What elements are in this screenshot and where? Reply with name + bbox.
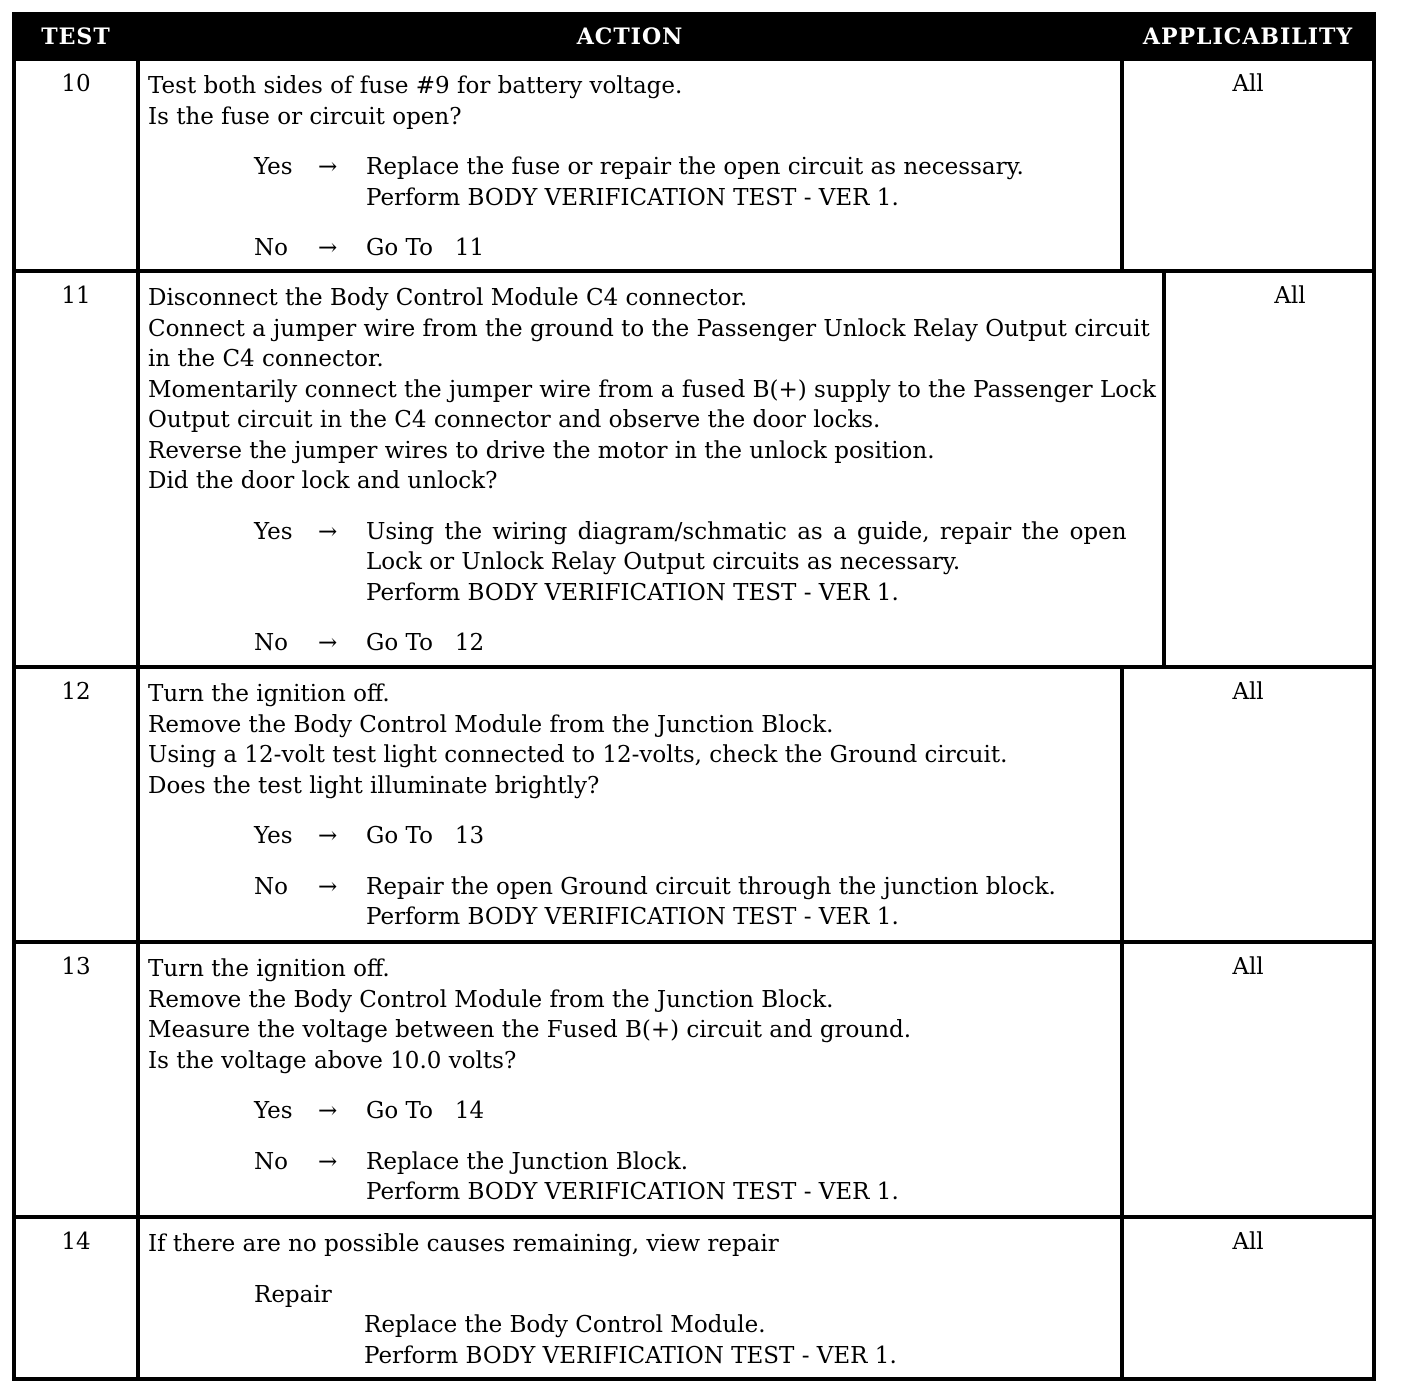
no-option	[148, 628, 1156, 659]
yes-label: Yes	[254, 823, 293, 849]
question-line: Momentarily connect the jumper wire from a fused B(+) supply to the Passenger Lock	[148, 376, 1156, 403]
table-row	[16, 940, 1372, 1215]
yes-option	[148, 1096, 1114, 1127]
question-line: Does the test light illuminate brightly?	[148, 772, 600, 799]
diagnostic-table	[12, 12, 1376, 1381]
yes-option	[148, 517, 1156, 609]
header-test: TEST	[41, 23, 111, 50]
action-cell	[140, 61, 1120, 269]
repair-line: Perform BODY VERIFICATION TEST - VER 1.	[364, 1342, 897, 1369]
no-label: No	[254, 630, 288, 656]
table-header	[16, 16, 1372, 57]
question-line: Remove the Body Control Module from the Junction Block.	[148, 986, 834, 1013]
yes-result-line: Replace the fuse or repair the open circuit as necessary.	[366, 154, 1024, 180]
no-option	[148, 233, 1114, 264]
table-row	[16, 269, 1372, 665]
test-number: 10	[16, 61, 140, 269]
question-line: Remove the Body Control Module from the Junction Block.	[148, 711, 834, 738]
test-number: 11	[16, 273, 140, 665]
arrow-right-icon: →	[318, 235, 338, 261]
no-result-line: Perform BODY VERIFICATION TEST - VER 1.	[366, 904, 899, 930]
question-line: Connect a jumper wire from the ground to the Passenger Unlock Relay Output circuit	[148, 315, 1150, 342]
action-cell	[140, 944, 1120, 1215]
applicability-cell: All	[1162, 273, 1408, 665]
table-row	[16, 57, 1372, 269]
question-line: Reverse the jumper wires to drive the motor in the unlock position.	[148, 437, 935, 464]
no-label: No	[254, 1148, 288, 1175]
header-action: ACTION	[576, 23, 684, 50]
action-cell	[140, 669, 1120, 940]
arrow-right-icon: →	[318, 823, 338, 849]
arrow-right-icon: →	[318, 1098, 338, 1124]
arrow-right-icon: →	[318, 518, 338, 545]
question-line: Output circuit in the C4 connector and observe the door locks.	[148, 407, 881, 433]
yes-result-line: Go To 14	[366, 1098, 485, 1124]
yes-option	[148, 821, 1114, 852]
question-line: Turn the ignition off.	[148, 681, 390, 707]
question-line: Did the door lock and unlock?	[148, 468, 498, 494]
no-result-line: Repair the open Ground circuit through the junction block.	[366, 873, 1056, 900]
arrow-right-icon: →	[318, 630, 338, 656]
repair-label: Repair	[254, 1281, 332, 1308]
question-line: Is the voltage above 10.0 volts?	[148, 1047, 517, 1074]
yes-result-line: Go To 13	[366, 823, 485, 849]
no-result-line: Go To 11	[366, 235, 485, 261]
arrow-right-icon: →	[318, 154, 338, 180]
question-line: Disconnect the Body Control Module C4 connector.	[148, 285, 748, 311]
yes-option	[148, 152, 1114, 213]
applicability-cell: All	[1120, 669, 1372, 940]
question-line: Using a 12-volt test light connected to 12-volts, check the Ground circuit.	[148, 742, 1008, 768]
arrow-right-icon: →	[318, 873, 338, 900]
question-line: Is the fuse or circuit open?	[148, 103, 462, 130]
applicability-cell: All	[1120, 61, 1372, 269]
no-result-line: Perform BODY VERIFICATION TEST - VER 1.	[366, 1179, 899, 1205]
arrow-right-icon: →	[318, 1148, 338, 1175]
yes-result-line: Perform BODY VERIFICATION TEST - VER 1.	[366, 184, 899, 211]
question-line: Measure the voltage between the Fused B(+) circuit and ground.	[148, 1017, 912, 1043]
yes-label: Yes	[254, 518, 293, 545]
no-option	[148, 1147, 1114, 1208]
test-number: 13	[16, 944, 140, 1215]
repair-line: Replace the Body Control Module.	[364, 1312, 766, 1338]
table-row	[16, 665, 1372, 940]
yes-result-line: Lock or Unlock Relay Output circuits as necessary.	[366, 549, 961, 575]
question-line: in the C4 connector.	[148, 346, 384, 372]
action-cell	[140, 273, 1162, 665]
test-number: 12	[16, 669, 140, 940]
yes-result-line: Using the wiring diagram/schmatic as a guide, repair the open	[366, 518, 1127, 545]
yes-label: Yes	[254, 154, 293, 180]
test-number: 14	[16, 1219, 140, 1377]
question-line: Test both sides of fuse #9 for battery voltage.	[148, 73, 683, 99]
no-result-line: Go To 12	[366, 630, 485, 656]
applicability-cell: All	[1120, 944, 1372, 1215]
action-cell	[140, 1219, 1120, 1377]
question-line: If there are no possible causes remaining, view repair	[148, 1231, 779, 1257]
header-applicability: APPLICABILITY	[1142, 23, 1354, 50]
no-label: No	[254, 873, 288, 900]
applicability-cell: All	[1120, 1219, 1372, 1377]
no-result-line: Replace the Junction Block.	[366, 1148, 689, 1175]
question-line: Turn the ignition off.	[148, 956, 390, 982]
yes-label: Yes	[254, 1098, 293, 1124]
no-option	[148, 872, 1114, 933]
no-label: No	[254, 235, 288, 261]
yes-result-line: Perform BODY VERIFICATION TEST - VER 1.	[366, 579, 899, 606]
table-row	[16, 1215, 1372, 1377]
